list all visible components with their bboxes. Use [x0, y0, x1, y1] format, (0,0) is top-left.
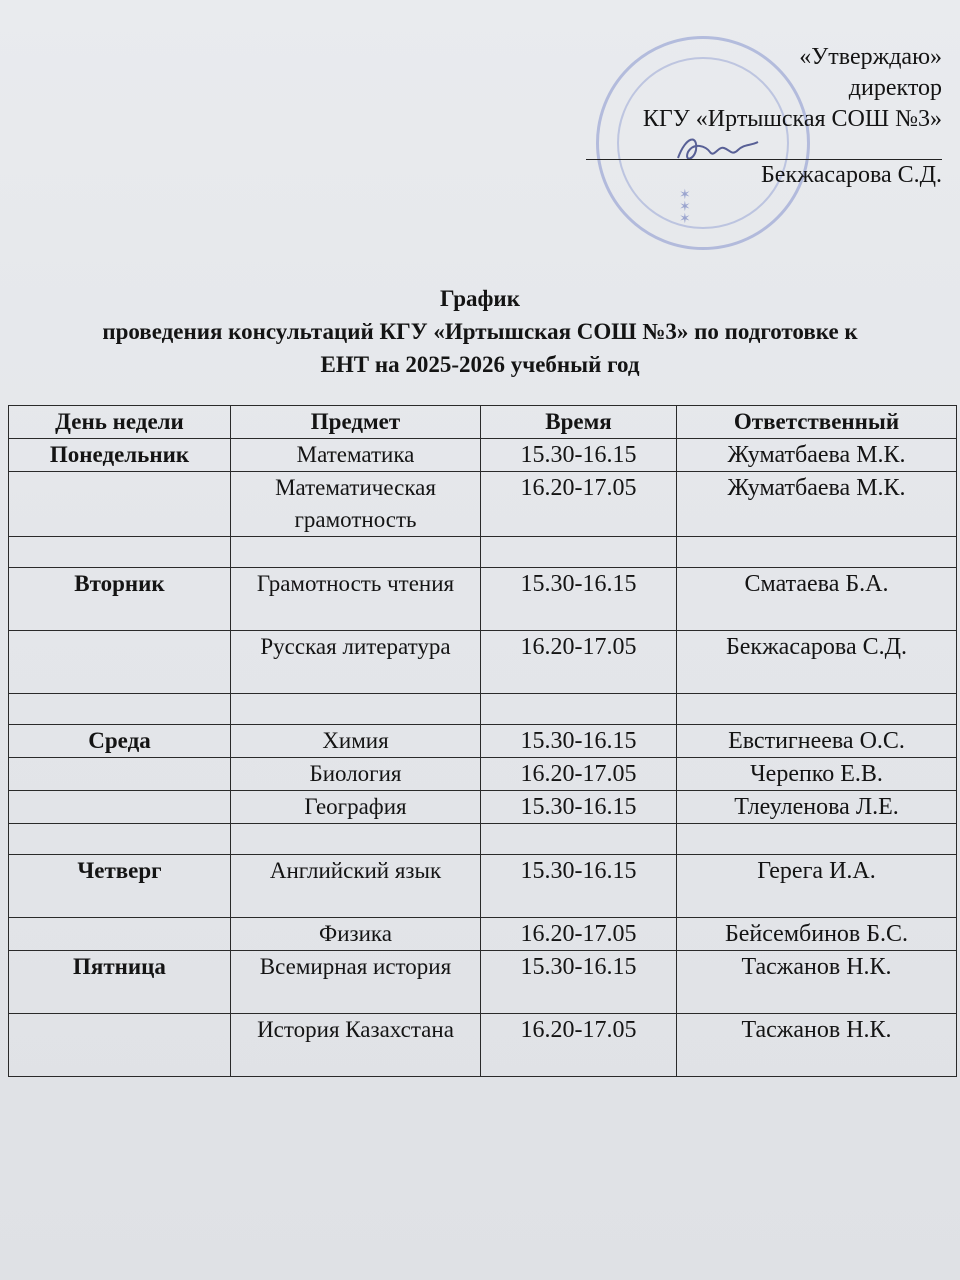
- cell-time: [481, 824, 677, 855]
- cell-day: [9, 918, 231, 951]
- table-row: [9, 631, 957, 694]
- cell-day: [9, 824, 231, 855]
- table-row: [9, 791, 957, 824]
- cell-responsible: Евстигнеева О.С.: [677, 725, 957, 758]
- cell-responsible: Бейсембинов Б.С.: [677, 918, 957, 951]
- cell-time: 15.30-16.15: [481, 951, 677, 1014]
- cell-subject: Грамотность чтения: [231, 568, 481, 631]
- table-row-empty: [9, 694, 957, 725]
- cell-subject: [231, 694, 481, 725]
- cell-time: 15.30-16.15: [481, 791, 677, 824]
- cell-subject: Биология: [231, 758, 481, 791]
- cell-day: Вторник: [9, 568, 231, 631]
- header-time: Время: [481, 406, 677, 439]
- cell-responsible: [677, 824, 957, 855]
- cell-time: [481, 694, 677, 725]
- cell-subject: Физика: [231, 918, 481, 951]
- table-row: [9, 855, 957, 918]
- cell-day: [9, 694, 231, 725]
- cell-subject: География: [231, 791, 481, 824]
- cell-time: 15.30-16.15: [481, 725, 677, 758]
- table-row: [9, 725, 957, 758]
- cell-responsible: Тасжанов Н.К.: [677, 1014, 957, 1077]
- approval-block: [582, 42, 942, 191]
- cell-time: 16.20-17.05: [481, 631, 677, 694]
- cell-time: 16.20-17.05: [481, 918, 677, 951]
- cell-time: 16.20-17.05: [481, 1014, 677, 1077]
- approval-director-name: Бекжасарова С.Д.: [761, 162, 942, 188]
- table-row: [9, 918, 957, 951]
- cell-day: Понедельник: [9, 439, 231, 472]
- table-row: [9, 472, 957, 537]
- consultation-schedule-table: [8, 405, 957, 1077]
- cell-responsible: [677, 694, 957, 725]
- cell-day: [9, 791, 231, 824]
- table-row: [9, 439, 957, 472]
- cell-responsible: Бекжасарова С.Д.: [677, 631, 957, 694]
- cell-time: 15.30-16.15: [481, 439, 677, 472]
- cell-responsible: Жуматбаева М.К.: [677, 439, 957, 472]
- signature-line: [586, 135, 942, 160]
- table-row: [9, 568, 957, 631]
- table-row: [9, 1014, 957, 1077]
- table-row: [9, 951, 957, 1014]
- cell-day: Среда: [9, 725, 231, 758]
- table-header-row: [9, 406, 957, 439]
- cell-subject: Всемирная история: [231, 951, 481, 1014]
- cell-responsible: Сматаева Б.А.: [677, 568, 957, 631]
- cell-subject: [231, 537, 481, 568]
- approval-position: директор: [848, 75, 942, 101]
- table-row-empty: [9, 537, 957, 568]
- approval-organization: КГУ «Иртышская СОШ №3»: [642, 106, 942, 132]
- cell-responsible: [677, 537, 957, 568]
- cell-day: [9, 472, 231, 537]
- title-line-1: График: [440, 286, 520, 311]
- cell-time: 15.30-16.15: [481, 855, 677, 918]
- approval-heading: «Утверждаю»: [799, 44, 942, 70]
- cell-time: 16.20-17.05: [481, 758, 677, 791]
- cell-time: 15.30-16.15: [481, 568, 677, 631]
- cell-subject: История Казахстана: [231, 1014, 481, 1077]
- table-row-empty: [9, 824, 957, 855]
- cell-responsible: Жуматбаева М.К.: [677, 472, 957, 537]
- cell-responsible: Тасжанов Н.К.: [677, 951, 957, 1014]
- cell-responsible: Тлеуленова Л.Е.: [677, 791, 957, 824]
- cell-responsible: Черепко Е.В.: [677, 758, 957, 791]
- cell-subject: Английский язык: [231, 855, 481, 918]
- cell-subject: Математическая грамотность: [231, 472, 481, 537]
- header-responsible: Ответственный: [677, 406, 957, 439]
- cell-subject: Математика: [231, 439, 481, 472]
- cell-day: [9, 758, 231, 791]
- header-subject: Предмет: [231, 406, 481, 439]
- header-day: День недели: [9, 406, 231, 439]
- cell-day: [9, 1014, 231, 1077]
- title-line-2: проведения консультаций КГУ «Иртышская СОШ №3» по подготовке к: [102, 319, 858, 344]
- cell-day: Четверг: [9, 855, 231, 918]
- cell-subject: Русская литература: [231, 631, 481, 694]
- cell-day: [9, 631, 231, 694]
- cell-subject: Химия: [231, 725, 481, 758]
- document-title: [0, 282, 960, 381]
- title-line-3: ЕНТ на 2025-2026 учебный год: [320, 352, 640, 377]
- seal-stars: ✶ ✶ ✶: [679, 187, 691, 227]
- cell-time: [481, 537, 677, 568]
- cell-day: [9, 537, 231, 568]
- cell-day: Пятница: [9, 951, 231, 1014]
- cell-subject: [231, 824, 481, 855]
- cell-responsible: Герега И.А.: [677, 855, 957, 918]
- table-row: [9, 758, 957, 791]
- cell-time: 16.20-17.05: [481, 472, 677, 537]
